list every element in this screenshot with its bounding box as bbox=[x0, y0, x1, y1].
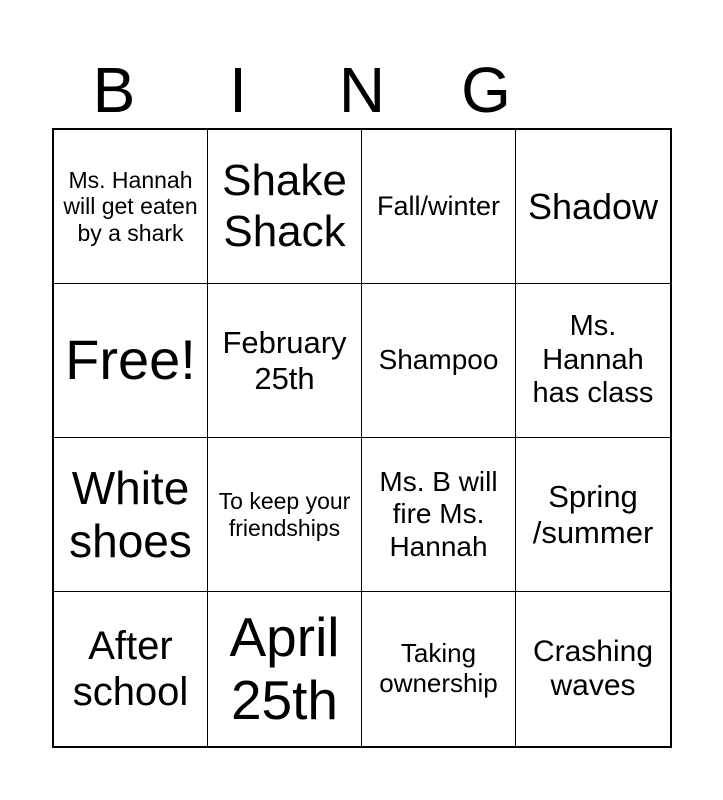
header-letter-b: B bbox=[92, 54, 136, 126]
bingo-cell[interactable] bbox=[516, 592, 670, 746]
bingo-cell[interactable] bbox=[362, 284, 516, 438]
cell-text: To keep your friendships bbox=[218, 488, 351, 541]
cell-text: Crashing waves bbox=[532, 634, 654, 702]
cell-text: Ms. B will fire Ms. Hannah bbox=[379, 466, 498, 562]
cell-text: Taking ownership bbox=[379, 638, 498, 698]
cell-text: Shampoo bbox=[378, 344, 499, 376]
bingo-header bbox=[52, 52, 672, 128]
header-letter-g: G bbox=[461, 54, 511, 126]
bingo-cell[interactable] bbox=[362, 130, 516, 284]
bingo-cell[interactable] bbox=[208, 284, 362, 438]
bingo-cell[interactable] bbox=[54, 592, 208, 746]
cell-text: Ms. Hannah will get eaten by a shark bbox=[63, 166, 198, 246]
bingo-cell[interactable] bbox=[54, 438, 208, 592]
cell-text: Shadow bbox=[527, 185, 659, 227]
bingo-cell-free[interactable] bbox=[54, 284, 208, 438]
bingo-cell[interactable] bbox=[362, 438, 516, 592]
cell-text: Fall/winter bbox=[376, 190, 501, 221]
bingo-cell[interactable] bbox=[208, 592, 362, 746]
bingo-cell[interactable] bbox=[516, 130, 670, 284]
cell-text: Spring /summer bbox=[532, 478, 654, 550]
cell-text: April 25th bbox=[229, 605, 340, 731]
bingo-cell[interactable] bbox=[516, 438, 670, 592]
cell-text: After school bbox=[72, 624, 189, 714]
bingo-cell[interactable] bbox=[54, 130, 208, 284]
bingo-cell[interactable] bbox=[516, 284, 670, 438]
cell-text: Shake Shack bbox=[222, 155, 347, 256]
bingo-cell[interactable] bbox=[362, 592, 516, 746]
cell-text: Ms. Hannah has class bbox=[532, 310, 654, 410]
cell-text: Free! bbox=[65, 328, 196, 392]
header-letter-n: N bbox=[338, 54, 386, 126]
cell-text: White shoes bbox=[69, 461, 192, 567]
bingo-cell[interactable] bbox=[208, 130, 362, 284]
bingo-board bbox=[52, 128, 672, 748]
bingo-cell[interactable] bbox=[208, 438, 362, 592]
header-letter-i: I bbox=[229, 54, 247, 126]
cell-text: February 25th bbox=[222, 324, 347, 396]
